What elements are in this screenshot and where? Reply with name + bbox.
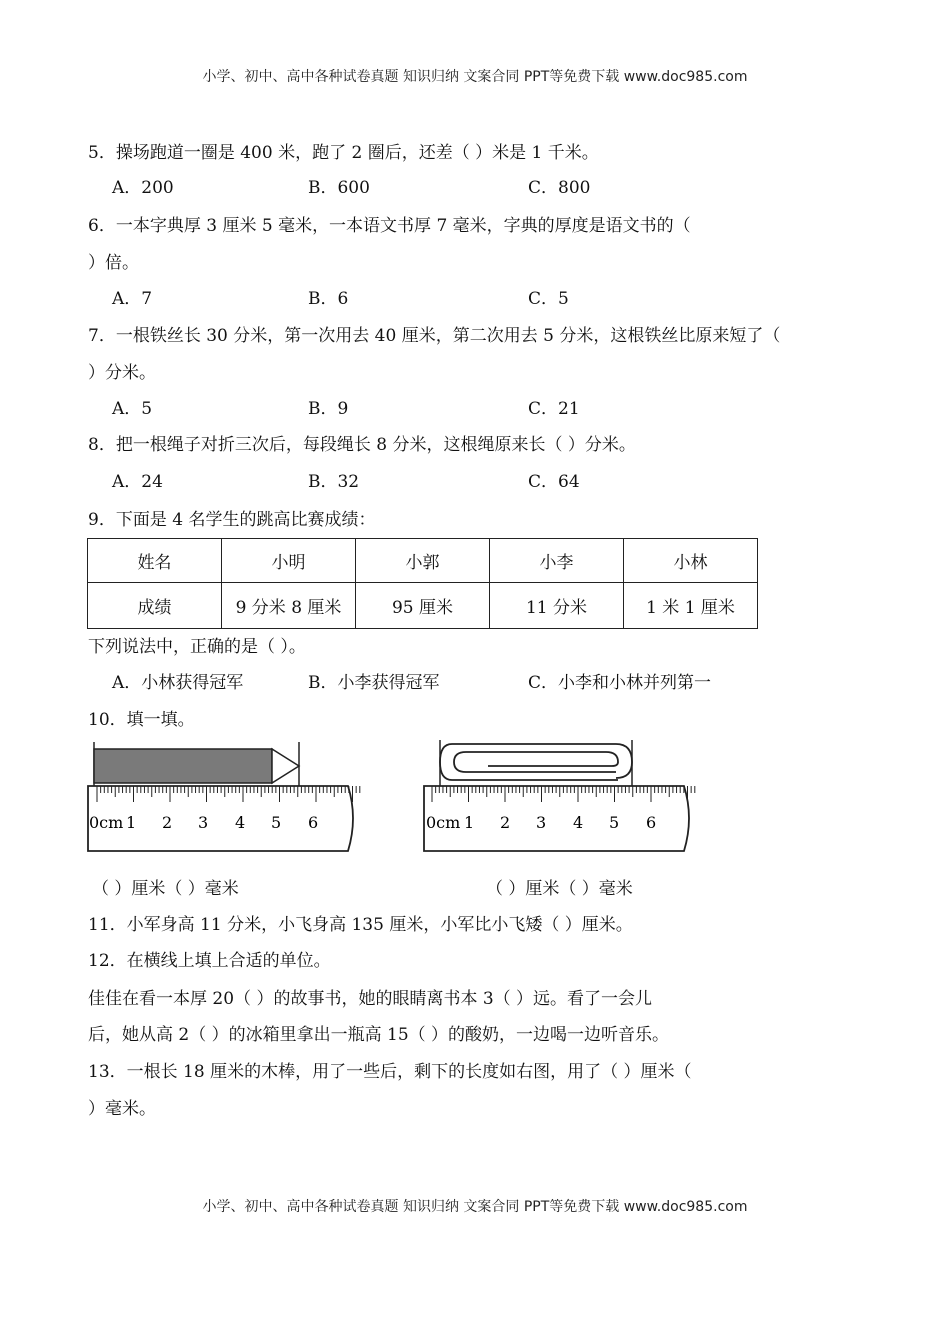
table-cell: 小郭: [356, 539, 490, 583]
table-cell: 成绩: [88, 583, 222, 629]
ruler: [88, 786, 360, 851]
q5-stem: 5．操场跑道一圈是 400 米，跑了 2 圈后，还差（ ）米是 1 千米。: [88, 143, 599, 163]
scores-table: [87, 538, 758, 629]
q9-stem: 9．下面是 4 名学生的跳高比赛成绩：: [88, 510, 376, 530]
q8-option-a: A．24: [112, 472, 163, 492]
q6-stem: 6．一本字典厚 3 厘米 5 毫米，一本语文书厚 7 毫米，字典的厚度是语文书的（: [88, 216, 691, 236]
q5-option-b: B．600: [308, 178, 370, 198]
q9-question: 下列说法中，正确的是（ ）。: [88, 637, 306, 657]
q12-line1: 佳佳在看一本厚 20（ ）的故事书，她的眼睛离书本 3（ ）远。看了一会儿: [88, 989, 653, 1009]
q7-option-c: C．21: [528, 399, 580, 419]
page-footer: 小学、初中、高中各种试卷真题 知识归纳 文案合同 PPT等免费下载 www.doc985.com: [202, 1199, 748, 1215]
ruler-label-5: 5: [271, 813, 282, 832]
ruler-label-2: 2: [500, 813, 511, 832]
q10-answer-right: （ ）厘米（ ）毫米: [486, 879, 633, 899]
ruler-label-4: 4: [235, 813, 246, 832]
q8-stem: 8．把一根绳子对折三次后，每段绳长 8 分米，这根绳原来长（ ）分米。: [88, 435, 636, 455]
table-cell: 姓名: [88, 539, 222, 583]
ruler-label-4: 4: [573, 813, 584, 832]
paperclip-ruler-figure: [418, 734, 708, 858]
page-header: 小学、初中、高中各种试卷真题 知识归纳 文案合同 PPT等免费下载 www.doc985.com: [202, 69, 748, 85]
q5-option-c: C．800: [528, 178, 591, 198]
q13-stem: 13．一根长 18 厘米的木棒，用了一些后，剩下的长度如右图，用了（ ）厘米（: [88, 1062, 692, 1082]
q5-option-a: A．200: [112, 178, 174, 198]
q6-option-b: B．6: [308, 289, 349, 309]
table-cell: 95 厘米: [356, 583, 490, 629]
q7-stem-cont: ）分米。: [88, 363, 156, 383]
table-header-row: [88, 539, 758, 583]
ruler-label-1: 1: [126, 813, 137, 832]
ruler-label-2: 2: [162, 813, 173, 832]
ruler-label-5: 5: [609, 813, 620, 832]
q7-option-b: B．9: [308, 399, 349, 419]
table-cell: 9 分米 8 厘米: [222, 583, 356, 629]
ruler-label-6: 6: [646, 813, 657, 832]
ruler-label-0cm: 0cm: [89, 813, 124, 832]
table-cell: 小李: [490, 539, 624, 583]
ruler-label-6: 6: [308, 813, 319, 832]
table-cell: 11 分米: [490, 583, 624, 629]
q7-option-a: A．5: [112, 399, 153, 419]
q11-stem: 11．小军身高 11 分米，小飞身高 135 厘米，小军比小飞矮（ ）厘米。: [88, 915, 633, 935]
q12-stem: 12．在横线上填上合适的单位。: [88, 951, 331, 971]
table-cell: 小林: [624, 539, 758, 583]
q8-option-b: B．32: [308, 472, 360, 492]
q9-option-a: A．小林获得冠军: [112, 673, 244, 693]
ruler-label-3: 3: [536, 813, 547, 832]
table-cell: 小明: [222, 539, 356, 583]
q6-option-c: C．5: [528, 289, 569, 309]
table-row: [88, 583, 758, 629]
q12-line2: 后，她从高 2（ ）的冰箱里拿出一瓶高 15（ ）的酸奶，一边喝一边听音乐。: [88, 1025, 670, 1045]
pencil-ruler-figure: [80, 738, 370, 858]
q13-stem-cont: ）毫米。: [88, 1099, 156, 1119]
q9-option-b: B．小李获得冠军: [308, 673, 440, 693]
q8-option-c: C．64: [528, 472, 580, 492]
q7-stem: 7．一根铁丝长 30 分米，第一次用去 40 厘米，第二次用去 5 分米，这根铁丝比原来短了（: [88, 326, 781, 346]
q10-answer-left: （ ）厘米（ ）毫米: [92, 879, 239, 899]
paper-clip: [440, 744, 632, 780]
ruler-label-3: 3: [198, 813, 209, 832]
q9-option-c: C．小李和小林并列第一: [528, 673, 712, 693]
pencil-tip: [272, 749, 299, 783]
q6-option-a: A．7: [112, 289, 153, 309]
ruler: [424, 786, 695, 851]
table-cell: 1 米 1 厘米: [624, 583, 758, 629]
q6-stem-cont: ）倍。: [88, 253, 139, 273]
ruler-label-1: 1: [464, 813, 475, 832]
pencil-body: [94, 749, 272, 783]
q10-stem: 10．填一填。: [88, 710, 195, 730]
ruler-label-0cm: 0cm: [426, 813, 461, 832]
